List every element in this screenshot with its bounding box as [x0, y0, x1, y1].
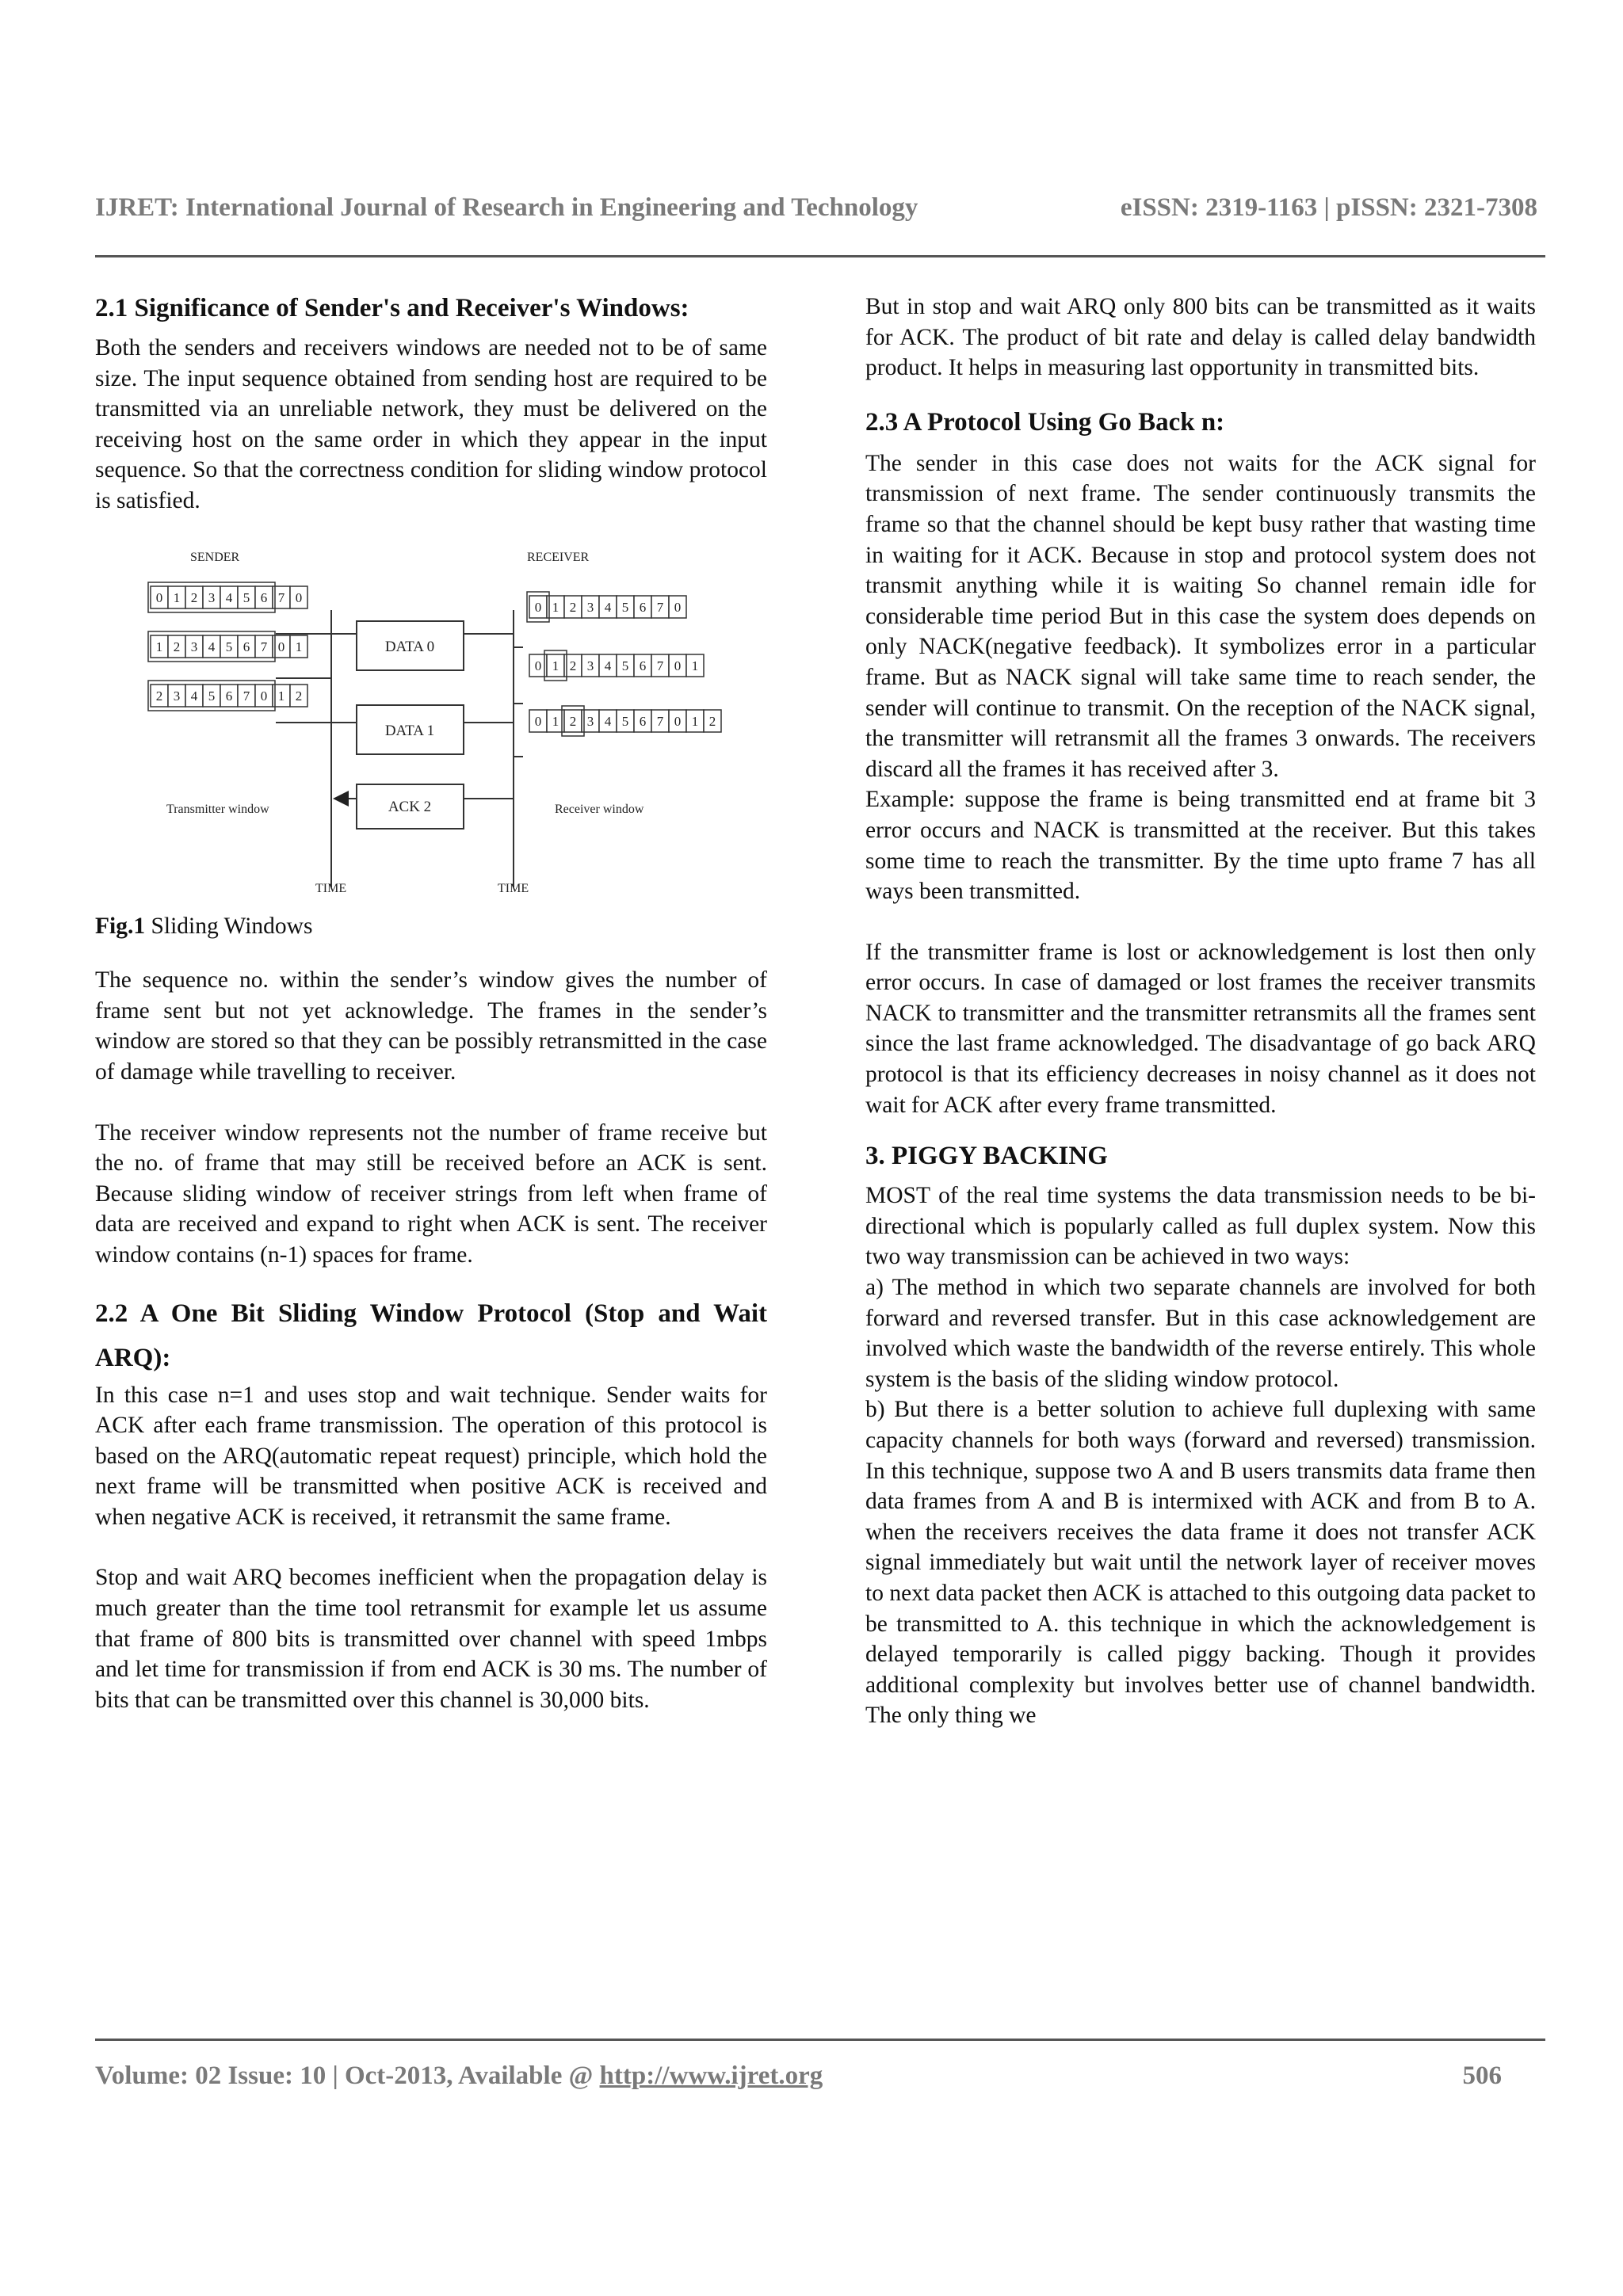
receiver-frame-cell-label: 1 [691, 658, 699, 673]
paragraph: Example: suppose the frame is being transmitted end at frame bit 3 error occurs and NACK is transmitted at the receiver. But this takes some time to reach the transmitter. By the time upto frame 7 has all ways been transmitted. [865, 787, 1536, 905]
sender-frame-cell-label: 1 [173, 589, 181, 605]
sender-frame-cell-label: 6 [242, 639, 250, 654]
receiver-label: RECEIVER [527, 550, 590, 564]
paragraph: Both the senders and receivers windows are needed not to be of same size. The input sequence obtained from sending host are required to be transmitted via an unreliable network, they must be delivered on the receiving host on the same order in which they appear in the input sequence. So that the correctness condition for sliding window protocol is satisfied. [95, 335, 767, 513]
issn-info: eISSN: 2319-1163 | pISSN: 2321-7308 [1120, 193, 1537, 222]
sender-frame-cell-label: 6 [260, 589, 268, 605]
running-header [95, 193, 1537, 223]
section-2-2-heading: 2.2 A One Bit Sliding Window Protocol (Stop and Wait ARQ): [95, 1299, 767, 1372]
sender-frame-cell-label: 5 [208, 688, 216, 704]
sliding-window-diagram [143, 539, 716, 911]
sender-frame-cell-label: 6 [225, 688, 233, 704]
receiver-frame-cell-label: 1 [552, 658, 559, 673]
figure-caption [95, 911, 767, 942]
sender-frame-cell-label: 1 [295, 639, 303, 654]
transmitter-window-label: Transmitter window [166, 802, 269, 816]
receiver-frame-cell-label: 0 [674, 599, 682, 615]
sender-frame-cell-label: 3 [190, 639, 198, 654]
receiver-frame-cell-label: 2 [708, 713, 716, 729]
sender-frame-cell-label: 0 [155, 589, 163, 605]
receiver-frame-cell-label: 0 [534, 599, 542, 615]
receiver-frame-cell-label: 7 [656, 658, 664, 673]
receiver-frame-cell-label: 4 [604, 599, 612, 615]
receiver-frame-cell-label: 6 [639, 658, 647, 673]
right-column [865, 292, 1536, 1731]
sender-frame-cell-label: 3 [173, 688, 181, 704]
receiver-frame-cell-label: 7 [656, 599, 664, 615]
receiver-frame-cell-label: 6 [639, 599, 647, 615]
receiver-frame-cell-label: 5 [621, 658, 629, 673]
ack2-label: ACK 2 [388, 798, 432, 815]
sliding-window-figure [95, 539, 767, 911]
paragraph: In this case n=1 and uses stop and wait technique. Sender waits for ACK after each frame transmission. The operation of this protocol is based on the ARQ(automatic repeat request) principle, which hold the next frame will be transmitted when positive ACK is received and when negative ACK is received, it retransmit the same frame. [95, 1382, 767, 1530]
sender-frame-cell-label: 7 [277, 589, 285, 605]
receiver-frame-cell-label: 0 [534, 713, 542, 729]
receiver-frame-cell-label: 2 [569, 658, 577, 673]
section-2-3-heading: 2.3 A Protocol Using Go Back n: [865, 407, 1225, 437]
sender-frame-cell-label: 7 [242, 688, 250, 704]
data0-label: DATA 0 [384, 638, 435, 655]
footer-rule [95, 2039, 1545, 2041]
receiver-frame-cell-label: 3 [586, 599, 594, 615]
sender-frame-cell-label: 7 [260, 639, 268, 654]
receiver-frame-cell-label: 1 [552, 713, 559, 729]
receiver-frame-cell-label: 1 [691, 713, 699, 729]
paragraph: The sequence no. within the sender’s window gives the number of frame sent but not yet acknowledge. The frames in the sender’s window are stored so that they can be possibly retransmitted in the case of damage while travelling to receiver. [95, 967, 767, 1085]
receiver-frame-cell-label: 4 [604, 658, 612, 673]
paragraph: The sender in this case does not waits for the ACK signal for transmission of next frame. The sender continuously transmits the frame so that the channel should be kept busy rather that wasting time in waiting for it ACK. Because in stop and protocol system does not transmit anything while it is waiting So channel remain idle for considerable time period But in this case the system does depends on only NACK(negative feedback). It symbolizes error in a particular frame. But as NACK signal will take same time to reach sender, the sender will continue to transmit. On the reception of the NACK signal, the transmitter will retransmit all the frames 3 onwards. The receivers discard all the frames it has received after 3. [865, 450, 1536, 782]
receiver-frame-cell-label: 0 [674, 658, 682, 673]
sender-frame-cell-label: 4 [190, 688, 198, 704]
sender-frame-cell-label: 0 [277, 639, 285, 654]
receiver-frame-cell-label: 7 [656, 713, 664, 729]
sender-frame-cell-label: 2 [190, 589, 198, 605]
paragraph: If the transmitter frame is lost or acknowledgement is lost then only error occurs. In case of damaged or lost frames the receiver transmits NACK to transmitter and the transmitter retransmits all the frames sent since the last frame acknowledged. The disadvantage of go back ARQ protocol is that its efficiency decreases in noisy channel as it does not wait for ACK after every frame transmitted. [865, 939, 1536, 1118]
receiver-frame-cell-label: 4 [604, 713, 612, 729]
sender-frame-cell-label: 4 [225, 589, 233, 605]
paragraph: Stop and wait ARQ becomes inefficient when the propagation delay is much greater than the time tool retransmit for example let us assume that frame of 800 bits is transmitted over channel with speed 1mbps and let time for transmission if from end ACK is 30 ms. The number of bits that can be transmitted over this channel is 30,000 bits. [95, 1565, 767, 1713]
caption-label: Fig.1 [95, 913, 146, 939]
sender-frame-cell-label: 3 [208, 589, 216, 605]
sender-frame-cell-label: 2 [155, 688, 163, 704]
sender-frame-cell-label: 2 [295, 688, 303, 704]
paragraph: The receiver window represents not the number of frame receive but the no. of frame that may still be received before an ACK is sent. Because sliding window of receiver strings from left when frame of data are received and expand to right when ACK is sent. The receiver window contains (n-1) spaces for frame. [95, 1119, 767, 1268]
receiver-frame-cell-label: 0 [674, 713, 682, 729]
sender-frame-cell-label: 1 [277, 688, 285, 704]
journal-title: IJRET: International Journal of Research in Engineering and Technology [95, 193, 918, 222]
receiver-frame-cell-label: 3 [586, 658, 594, 673]
receiver-frame-cell-label: 2 [569, 713, 577, 729]
journal-link[interactable]: http://www.ijret.org [599, 2061, 823, 2090]
receiver-frame-cell-label: 5 [621, 713, 629, 729]
sender-frame-cell-label: 0 [295, 589, 303, 605]
receiver-frame-cell-label: 5 [621, 599, 629, 615]
paragraph: But in stop and wait ARQ only 800 bits can be transmitted as it waits for ACK. The product of bit rate and delay is called delay bandwidth product. It helps in measuring last opportunity in transmitted bits. [865, 294, 1536, 381]
sender-frame-cell-label: 5 [242, 589, 250, 605]
caption-text: Sliding Windows [145, 913, 313, 939]
receiver-frame-cell-label: 0 [534, 658, 542, 673]
receiver-frame-cell-label: 2 [569, 599, 577, 615]
header-rule [95, 255, 1545, 257]
receiver-frame-cell-label: 3 [586, 713, 594, 729]
time-label-right: TIME [498, 881, 529, 895]
page-number: 506 [1462, 2061, 1502, 2090]
paragraph: a) The method in which two separate channels are involved for both forward and reversed transfer. But in this case acknowledgement are involved which waste the bandwidth of the reverse entirely. This whole system is the basis of the sliding window protocol. [865, 1275, 1536, 1392]
receiver-frame-cell-label: 1 [552, 599, 559, 615]
sender-frame-cell-label: 1 [155, 639, 163, 654]
paragraph: MOST of the real time systems the data transmission needs to be bi-directional which is popularly called as full duplex system. Now this two way transmission can be achieved in two ways: [865, 1183, 1536, 1270]
data1-label: DATA 1 [384, 722, 435, 739]
section-2-1-heading: 2.1 Significance of Sender's and Receiver's Windows: [95, 294, 689, 322]
running-footer [95, 2061, 1502, 2091]
section-3-heading: 3. PIGGY BACKING [865, 1142, 1108, 1171]
receiver-frame-cell-label: 6 [639, 713, 647, 729]
time-label-left: TIME [315, 881, 347, 895]
left-column [95, 292, 767, 1715]
sender-frame-cell-label: 0 [260, 688, 268, 704]
sender-frame-cell-label: 2 [173, 639, 181, 654]
sender-frame-cell-label: 4 [208, 639, 216, 654]
sender-frame-cell-label: 5 [225, 639, 233, 654]
paragraph: b) But there is a better solution to achieve full duplexing with same capacity channels for both ways (forward and reversed) transmission. In this technique, suppose two A and B users transmits data frame then data frames from A and B is intermixed with ACK and from B to A. when the receivers receives the data frame it does not transfer ACK signal immediately but wait until the network layer of receiver moves to next data packet then ACK is attached to this outgoing data packet to be transmitted to A. this technique in which the acknowledgement is delayed temporarily is called piggy backing. Though it provides additional complexity but involves better use of channel bandwidth. The only thing we [865, 1397, 1536, 1729]
sender-label: SENDER [190, 550, 240, 564]
footer-volume: Volume: 02 Issue: 10 | Oct-2013, Available @ [95, 2061, 600, 2090]
receiver-window-label: Receiver window [555, 802, 644, 816]
